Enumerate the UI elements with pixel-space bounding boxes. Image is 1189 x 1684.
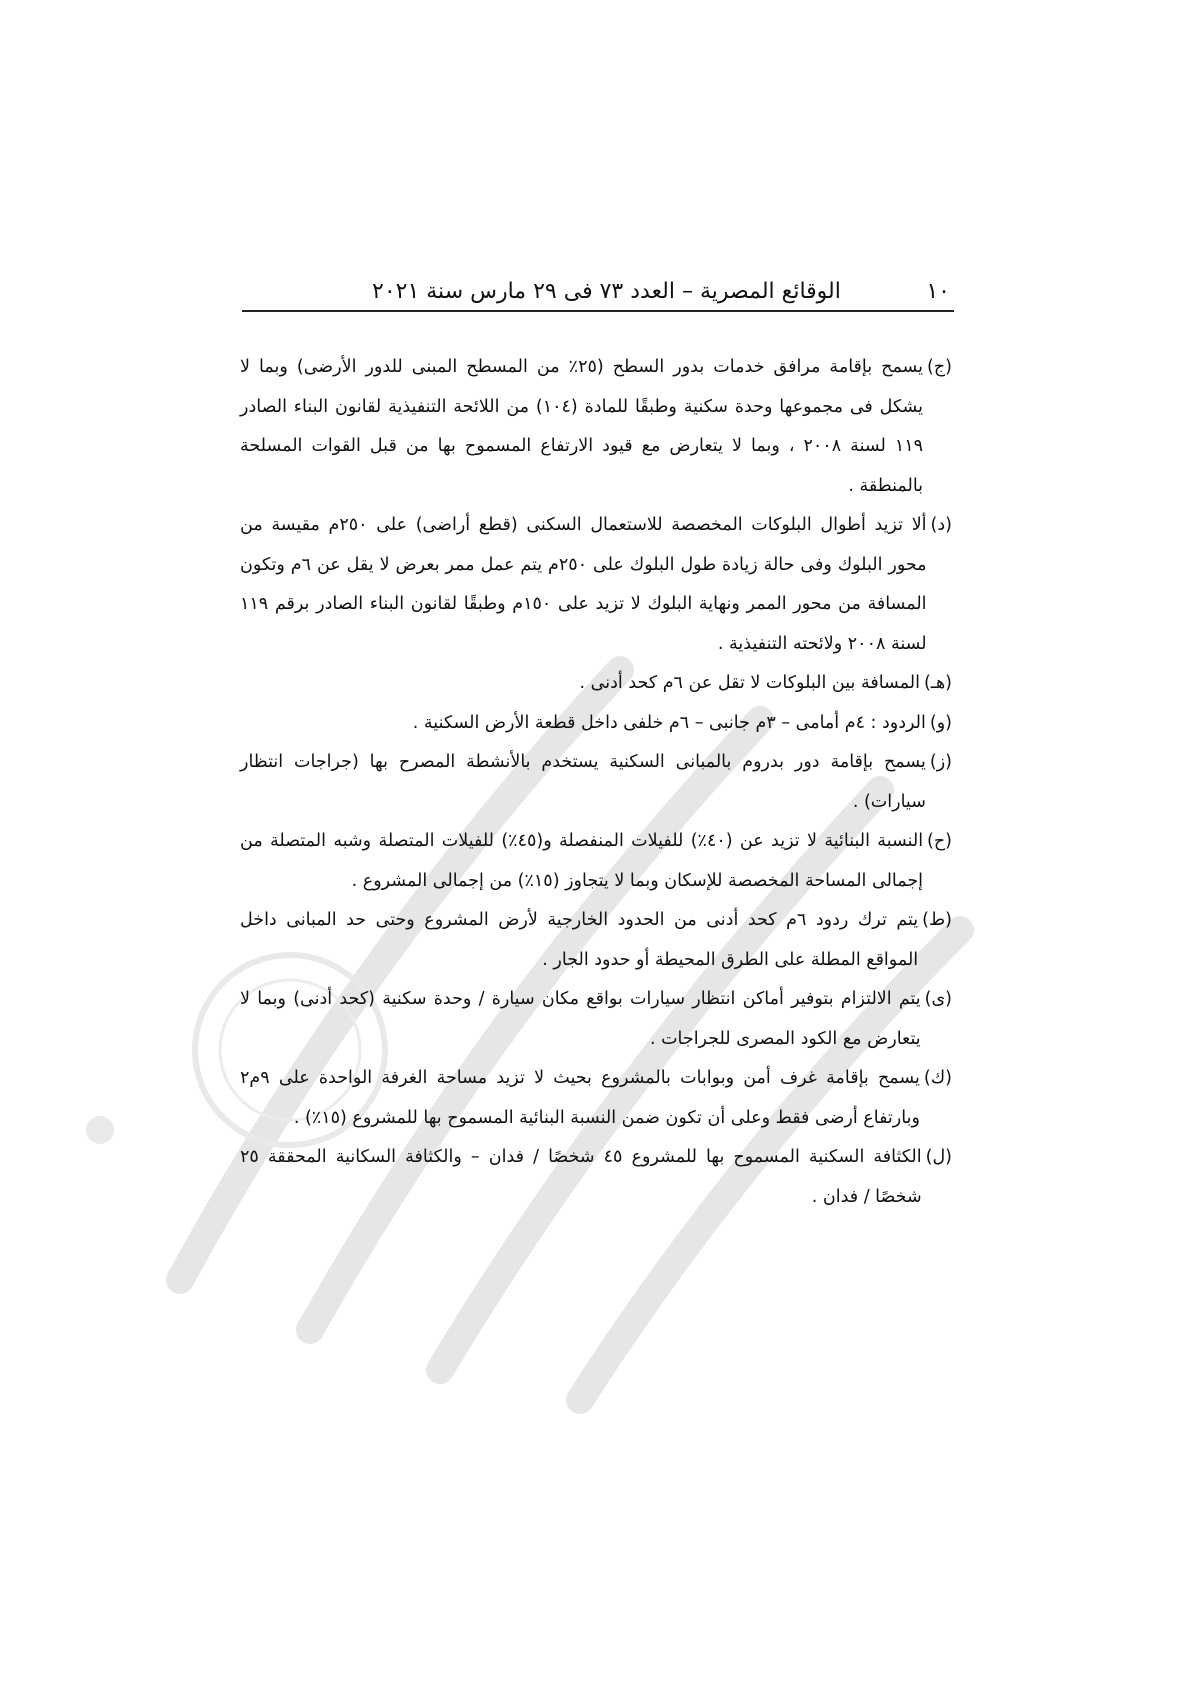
item-label: (د)	[930, 515, 952, 535]
item-text: يسمح بإقامة مرافق خدمات بدور السطح (٢٥٪ من المسطح المبنى للدور الأرضى) وبما لا يشكل فى مجموعها وحدة سكنية وطبقًا للمادة (١٠٤) من اللائحة التنفيذية لقانون البناء الصادر ١١٩ لسنة ٢٠٠٨ ، وبما لا يتعارض مع قيود الارتفاع المسموح بها من قبل القوات المسلحة بالمنطقة .	[240, 357, 924, 496]
item-label: (و)	[929, 712, 952, 733]
item-label: (ز)	[929, 752, 952, 772]
list-item	[240, 901, 952, 980]
list-item	[240, 822, 952, 901]
list-item	[240, 664, 952, 704]
item-text: يسمح بإقامة غرف أمن وبوابات بالمشروع بحيث لا تزيد مساحة الغرفة الواحدة على ٩م٢ وبارتفاع أرضى فقط وعلى أن تكون ضمن النسبة البنائية المسموح بها للمشروع (١٥٪) .	[240, 1068, 920, 1128]
list-item	[240, 704, 952, 744]
item-text: ألا تزيد أطوال البلوكات المخصصة للاستعمال السكنى (قطع أراضى) على ٢٥٠م مقيسة من محور البلوك وفى حالة زيادة طول البلوك على ٢٥٠م يتم عمل ممر بعرض لا يقل عن ٦م وتكون المسافة من محور الممر ونهاية البلوك لا تزيد على ١٥٠م وطبقًا لقانون البناء الصادر برقم ١١٩ لسنة ٢٠٠٨ ولائحته التنفيذية .	[240, 515, 927, 654]
list-item	[240, 980, 952, 1059]
item-label: (ح)	[927, 831, 952, 851]
list-item	[240, 1059, 952, 1138]
article-body	[240, 348, 952, 1217]
item-text: النسبة البنائية لا تزيد عن (٤٠٪) للفيلات المنفصلة و(٤٥٪) للفيلات المتصلة وشبه المتصلة من إجمالى المساحة المخصصة للإسكان وبما لا يتجاوز (١٥٪) من إجمالى المشروع .	[240, 831, 924, 891]
header-title: الوقائع المصرية – العدد ٧٣ فى ٢٩ مارس سنة ٢٠٢١	[372, 279, 841, 304]
item-label: (هـ)	[923, 673, 952, 693]
item-text: الكثافة السكنية المسموح بها للمشروع ٤٥ شخصًا / فدان – والكثافة السكانية المحققة ٢٥ شخصًا / فدان .	[240, 1147, 922, 1207]
item-text: يسمح بإقامة دور بدروم بالمبانى السكنية يستخدم بالأنشطة المصرح بها (جراجات انتظار سيارات) .	[240, 752, 926, 812]
list-item	[240, 743, 952, 822]
item-text: يتم الالتزام بتوفير أماكن انتظار سيارات بواقع مكان سيارة / وحدة سكنية (كحد أدنى) وبما لا يتعارض مع الكود المصرى للجراجات .	[240, 989, 921, 1049]
page-number: ١٠	[926, 279, 950, 304]
item-label: (ى)	[924, 989, 952, 1009]
list-item	[240, 348, 952, 506]
page-header	[242, 272, 954, 312]
list-item	[240, 1138, 952, 1217]
item-text: الردود : ٤م أمامى – ٣م جانبى – ٦م خلفى داخل قطعة الأرض السكنية .	[412, 712, 926, 733]
item-label: (ط)	[922, 910, 952, 930]
item-label: (ج)	[927, 357, 952, 377]
item-text: يتم ترك ردود ٦م كحد أدنى من الحدود الخارجية لأرض المشروع وحتى حد المبانى داخل المواقع المطلة على الطرق المحيطة أو حدود الجار .	[240, 910, 919, 970]
list-item	[240, 506, 952, 664]
item-label: (ك)	[923, 1068, 952, 1088]
item-text: المسافة بين البلوكات لا تقل عن ٦م كحد أدنى .	[579, 673, 920, 693]
item-label: (ل)	[925, 1147, 952, 1167]
